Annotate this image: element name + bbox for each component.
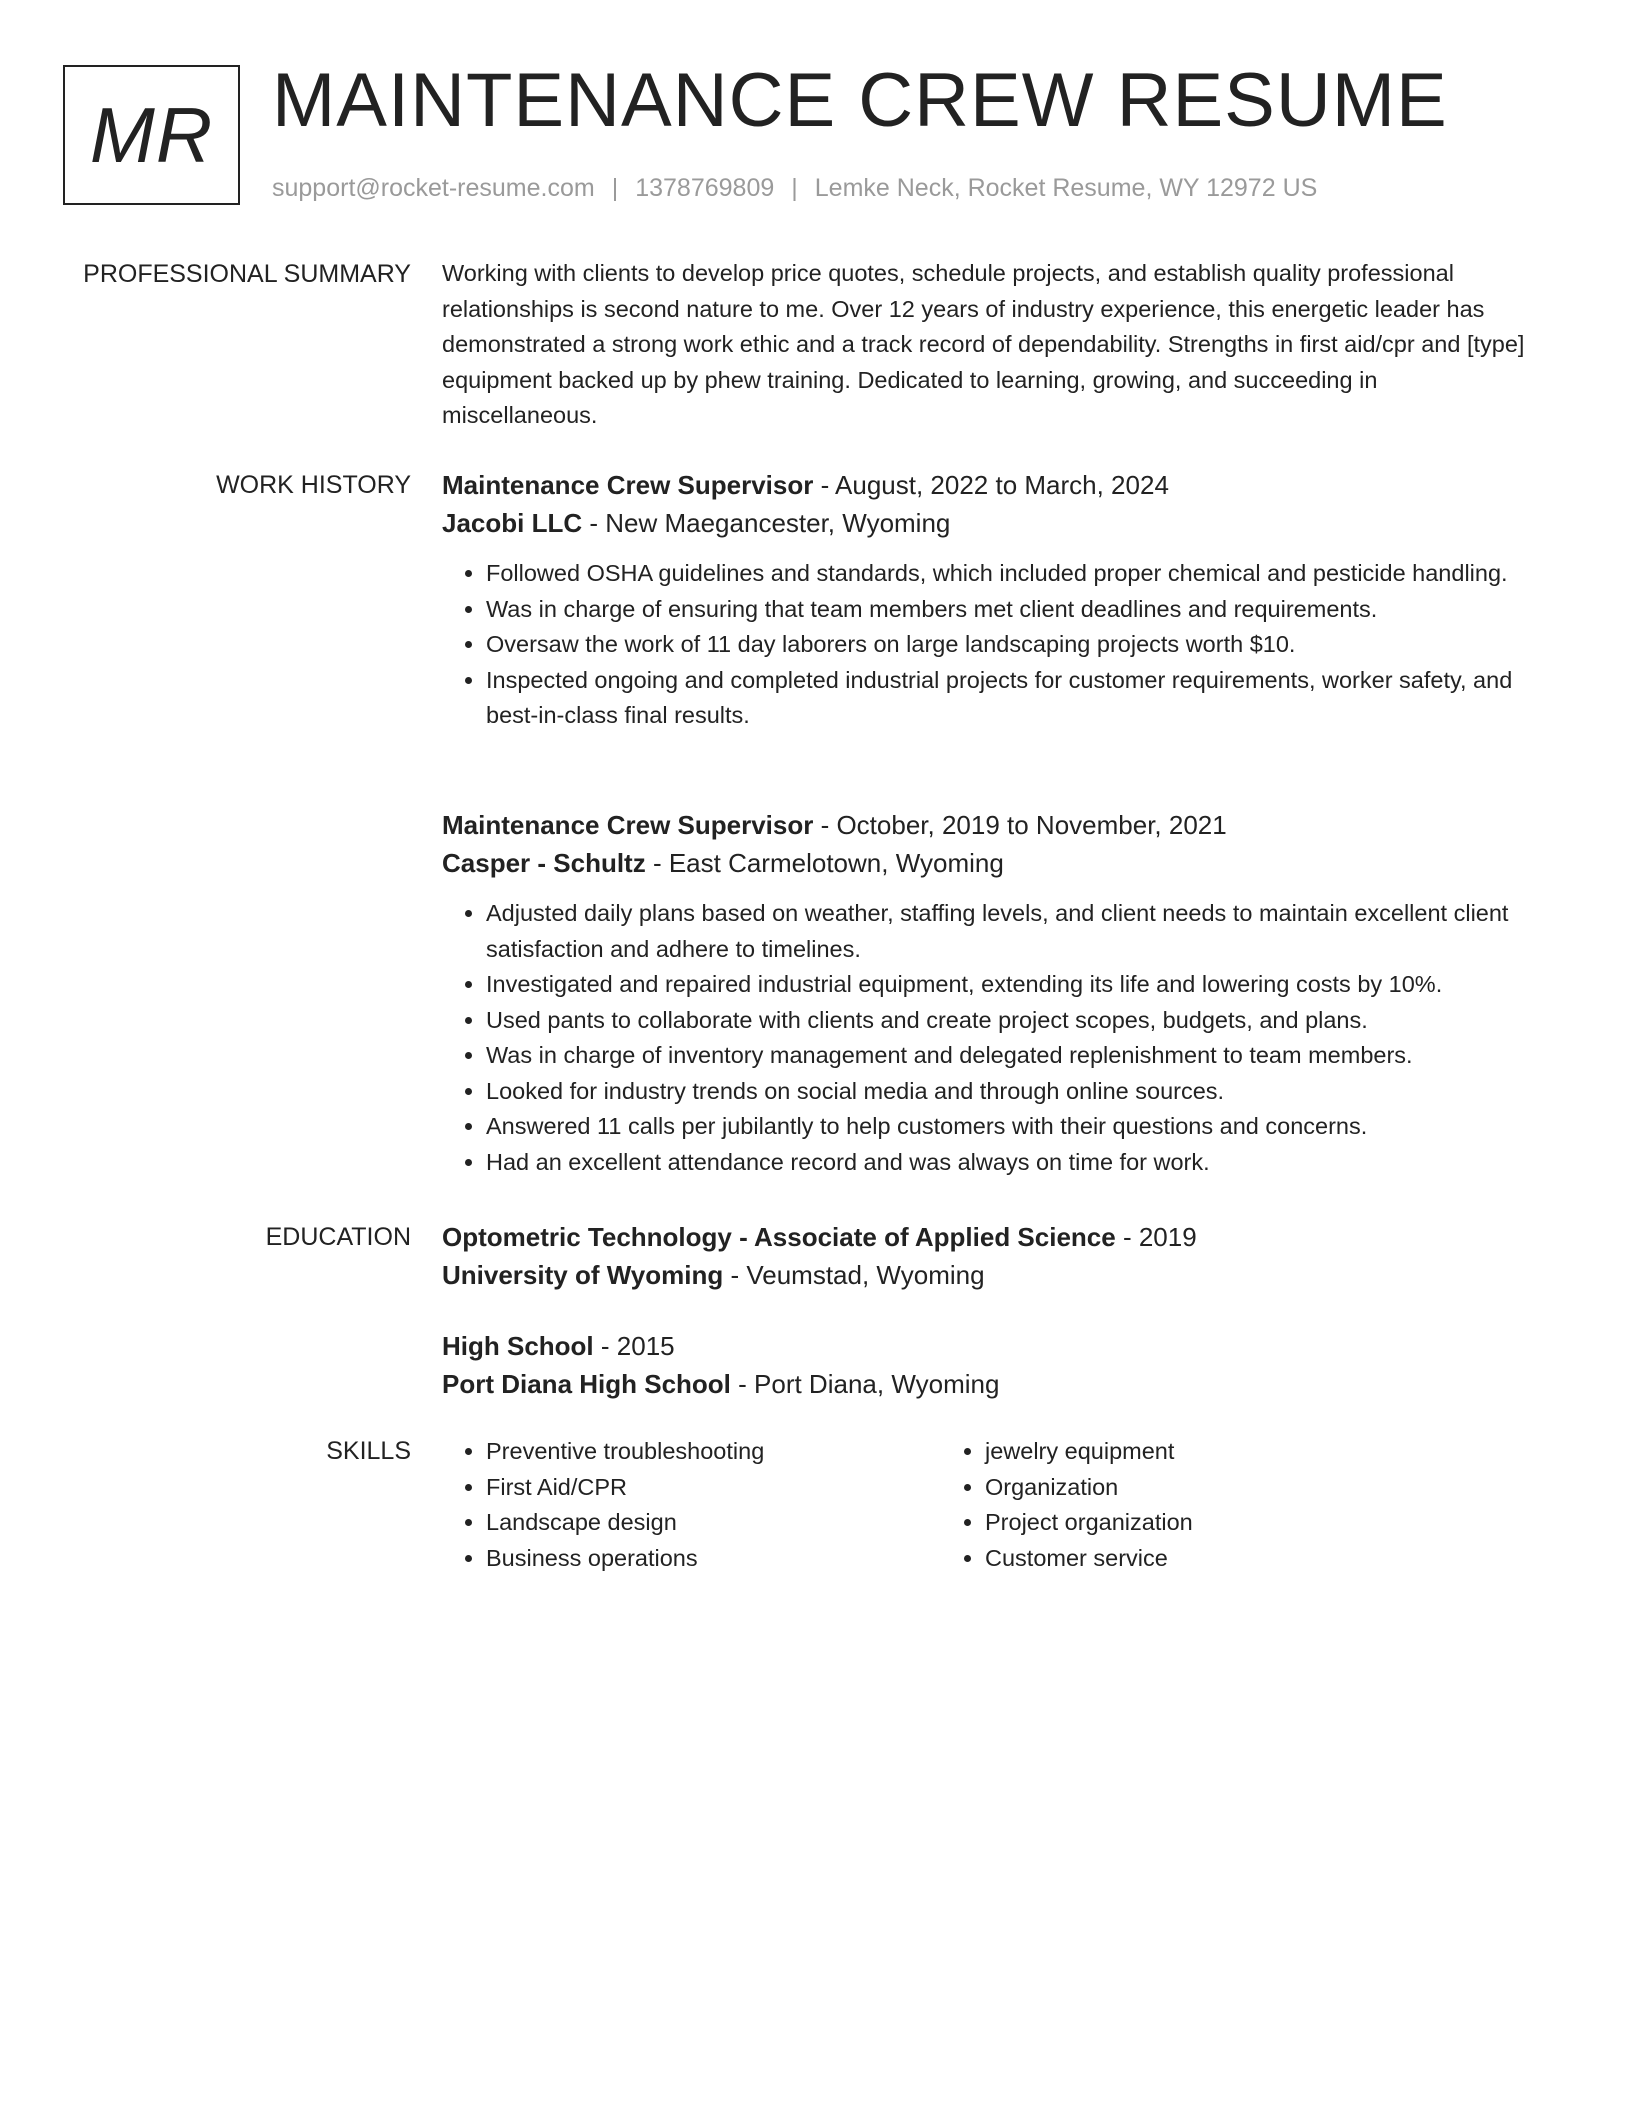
job-bullet: • Investigated and repaired industrial equipment, extending its life and lowering costs by 10%. xyxy=(486,967,1532,1003)
job-company-line xyxy=(442,844,1532,882)
skill-item: • jewelry equipment xyxy=(985,1434,1440,1470)
monogram-text: MR xyxy=(89,90,214,179)
skill-item: • Business operations xyxy=(486,1541,941,1577)
skill-item: • Landscape design xyxy=(486,1505,941,1541)
job-dates: - August, 2022 to March, 2024 xyxy=(813,470,1169,500)
job-bullet: • Used pants to collaborate with clients and create project scopes, budgets, and plans. xyxy=(486,1003,1532,1039)
skill-item: • First Aid/CPR xyxy=(486,1470,941,1506)
degree-year: - 2015 xyxy=(593,1331,675,1361)
job-company-line xyxy=(442,504,1532,542)
degree-line xyxy=(442,1327,1532,1365)
section-label-skills: SKILLS xyxy=(326,1437,411,1465)
job-bullet: • Adjusted daily plans based on weather, staffing levels, and client needs to maintain excellent client satisfaction and adhere to timelines. xyxy=(486,896,1532,967)
contact-email: support@rocket-resume.com xyxy=(272,174,595,202)
school: Port Diana High School xyxy=(442,1369,731,1399)
skills-list xyxy=(442,1434,1532,1576)
section-label-work-history: WORK HISTORY xyxy=(216,471,411,499)
school-location: - Port Diana, Wyoming xyxy=(730,1369,1000,1399)
degree-year: - 2019 xyxy=(1115,1222,1197,1252)
job-bullet: • Answered 11 calls per jubilantly to help customers with their questions and concerns. xyxy=(486,1109,1532,1145)
job-bullet: • Had an excellent attendance record and was always on time for work. xyxy=(486,1145,1532,1181)
job-entry xyxy=(442,466,1532,734)
degree: High School xyxy=(442,1331,594,1361)
degree: Optometric Technology - Associate of Applied Science xyxy=(442,1222,1116,1252)
job-company: Casper - Schultz xyxy=(442,848,646,878)
job-bullets xyxy=(442,556,1532,734)
job-title: Maintenance Crew Supervisor xyxy=(442,810,814,840)
school-line xyxy=(442,1256,1532,1294)
job-title-line xyxy=(442,466,1532,504)
job-bullet: • Inspected ongoing and completed industrial projects for customer requirements, worker safety, and best-in-class final results. xyxy=(486,663,1532,734)
section-label-summary: PROFESSIONAL SUMMARY xyxy=(83,260,411,288)
education-entry xyxy=(442,1218,1532,1294)
skills-column-right xyxy=(941,1434,1440,1576)
job-company: Jacobi LLC xyxy=(442,508,583,538)
contact-phone: 1378769809 xyxy=(635,174,775,202)
resume-title: MAINTENANCE CREW RESUME xyxy=(272,58,1448,143)
education-entry xyxy=(442,1327,1532,1403)
contact-separator: | xyxy=(611,174,619,202)
summary-text: Working with clients to develop price quotes, schedule projects, and establish quality professional relationships is second nature to me. Over 12 years of industry experience, this energetic leader has demonstrated a strong work ethic and a track record of dependability. Strengths in first aid/cpr and [type] equipment backed up by phew training. Dedicated to learning, growing, and succeeding in miscellaneous. xyxy=(442,260,1525,428)
contact-separator: | xyxy=(791,174,798,202)
contact-line xyxy=(272,172,1317,204)
job-location: - East Carmelotown, Wyoming xyxy=(645,848,1004,878)
job-bullet: • Oversaw the work of 11 day laborers on large landscaping projects worth $10. xyxy=(486,627,1532,663)
skill-item: • Project organization xyxy=(985,1505,1440,1541)
job-bullets xyxy=(442,896,1532,1180)
skill-item: • Customer service xyxy=(985,1541,1440,1577)
job-bullet: • Was in charge of ensuring that team members met client deadlines and requirements. xyxy=(486,592,1532,628)
skills-grid xyxy=(442,1434,1532,1576)
job-title: Maintenance Crew Supervisor xyxy=(442,470,814,500)
contact-address: Lemke Neck, Rocket Resume, WY 12972 US xyxy=(814,174,1318,202)
school-line xyxy=(442,1365,1532,1403)
skill-item: • Organization xyxy=(985,1470,1440,1506)
job-bullet: • Looked for industry trends on social media and through online sources. xyxy=(486,1074,1532,1110)
school: University of Wyoming xyxy=(442,1260,724,1290)
job-title-line xyxy=(442,806,1532,844)
degree-line xyxy=(442,1218,1532,1256)
skill-item: • Preventive troubleshooting xyxy=(486,1434,941,1470)
monogram-badge xyxy=(63,65,240,205)
job-bullet: • Followed OSHA guidelines and standards, which included proper chemical and pesticide handling. xyxy=(486,556,1532,592)
skills-column-left xyxy=(442,1434,941,1576)
job-bullet: • Was in charge of inventory management and delegated replenishment to team members. xyxy=(486,1038,1532,1074)
job-dates: - October, 2019 to November, 2021 xyxy=(813,810,1227,840)
school-location: - Veumstad, Wyoming xyxy=(723,1260,985,1290)
section-label-education: EDUCATION xyxy=(265,1223,411,1251)
job-location: - New Maegancester, Wyoming xyxy=(582,508,951,538)
job-entry xyxy=(442,806,1532,1180)
